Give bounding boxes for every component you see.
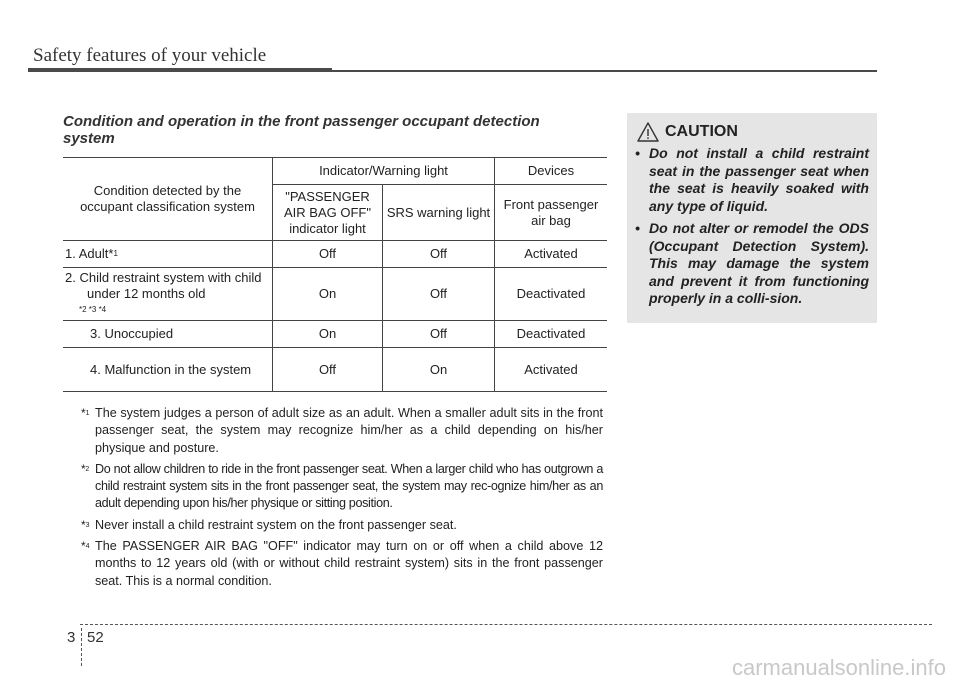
row-indicator: On <box>273 268 383 321</box>
row-indicator: Off <box>273 348 383 392</box>
col-header-passenger-airbag-off: "PASSENGER AIR BAG OFF" indicator light <box>273 185 383 241</box>
row-condition: 3. Unoccupied <box>63 321 273 348</box>
row-airbag: Deactivated <box>495 321 608 348</box>
row-srs: Off <box>383 241 495 268</box>
footnotes <box>83 405 603 594</box>
page-number: 52 <box>87 629 104 646</box>
row-condition: 2. Child restraint system with child under 12 months old *2 *3 *4 <box>63 268 273 321</box>
footer-divider <box>80 624 932 625</box>
page-header-title: Safety features of your vehicle <box>33 45 267 66</box>
page-number-separator <box>81 628 82 666</box>
condition-header: Condition detected by the occupant classification system <box>63 158 273 241</box>
caution-box <box>627 113 877 323</box>
row-srs: On <box>383 348 495 392</box>
caution-header <box>636 121 738 143</box>
row-indicator: Off <box>273 241 383 268</box>
table-row <box>63 241 607 268</box>
row-condition: 1. Adult*$^1$ <box>63 241 273 268</box>
col-header-front-passenger-airbag: Front passenger air bag <box>495 185 608 241</box>
section-heading: Condition and operation in the front passenger occupant detection system <box>63 113 540 147</box>
row-airbag: Deactivated <box>495 268 608 321</box>
caution-item: • Do not install a child restraint seat in the passenger seat when the seat is heavily soaked with any type of liquid. <box>635 145 869 214</box>
col-header-srs-warning: SRS warning light <box>383 185 495 241</box>
caution-title: CAUTION <box>665 123 738 140</box>
table-row <box>63 348 607 392</box>
header-rule-thin <box>332 70 877 72</box>
header-rule-thick <box>28 68 332 72</box>
caution-list <box>635 145 869 313</box>
warning-triangle-icon <box>636 121 660 143</box>
watermark: carmanualsonline.info <box>731 655 946 680</box>
row-indicator: On <box>273 321 383 348</box>
row-srs: Off <box>383 321 495 348</box>
indicator-group-header: Indicator/Warning light <box>273 158 495 185</box>
table-row <box>63 321 607 348</box>
table-row <box>63 268 607 321</box>
footnote-1: *$^1$ The system judges a person of adult size as an adult. When a smaller adult sits in the front passenger seat, the system may recognize him/her as a child depending on his/her physique and posture. <box>81 406 603 455</box>
row-condition: 4. Malfunction in the system <box>63 348 273 392</box>
ods-condition-table <box>63 157 607 392</box>
devices-group-header: Devices <box>495 158 608 185</box>
row-srs: Off <box>383 268 495 321</box>
row-airbag: Activated <box>495 348 608 392</box>
row-footnote-refs: *2 *3 *4 <box>79 305 107 314</box>
caution-item: • Do not alter or remodel the ODS (Occupant Detection System). This may damage the system and prevent it from functioning properly in a colli-sion. <box>635 220 869 306</box>
row-airbag: Activated <box>495 241 608 268</box>
footnote-4: *$^4$ The PASSENGER AIR BAG "OFF" indicator may turn on or off when a child above 12 months to 12 years old (with or without child restraint system) sits in the front passenger seat. This is a normal condition. <box>81 539 603 588</box>
chapter-number: 3 <box>67 629 76 646</box>
footnote-3: *$^3$ Never install a child restraint system on the front passenger seat. <box>81 517 457 532</box>
footnote-2: *$^2$ Do not allow children to ride in the front passenger seat. When a larger child who has outgrown a child restraint system sits in the front passenger seat, the system may rec-ognize him/her as an adult depending upon his/her physique or sitting position. <box>81 461 603 511</box>
